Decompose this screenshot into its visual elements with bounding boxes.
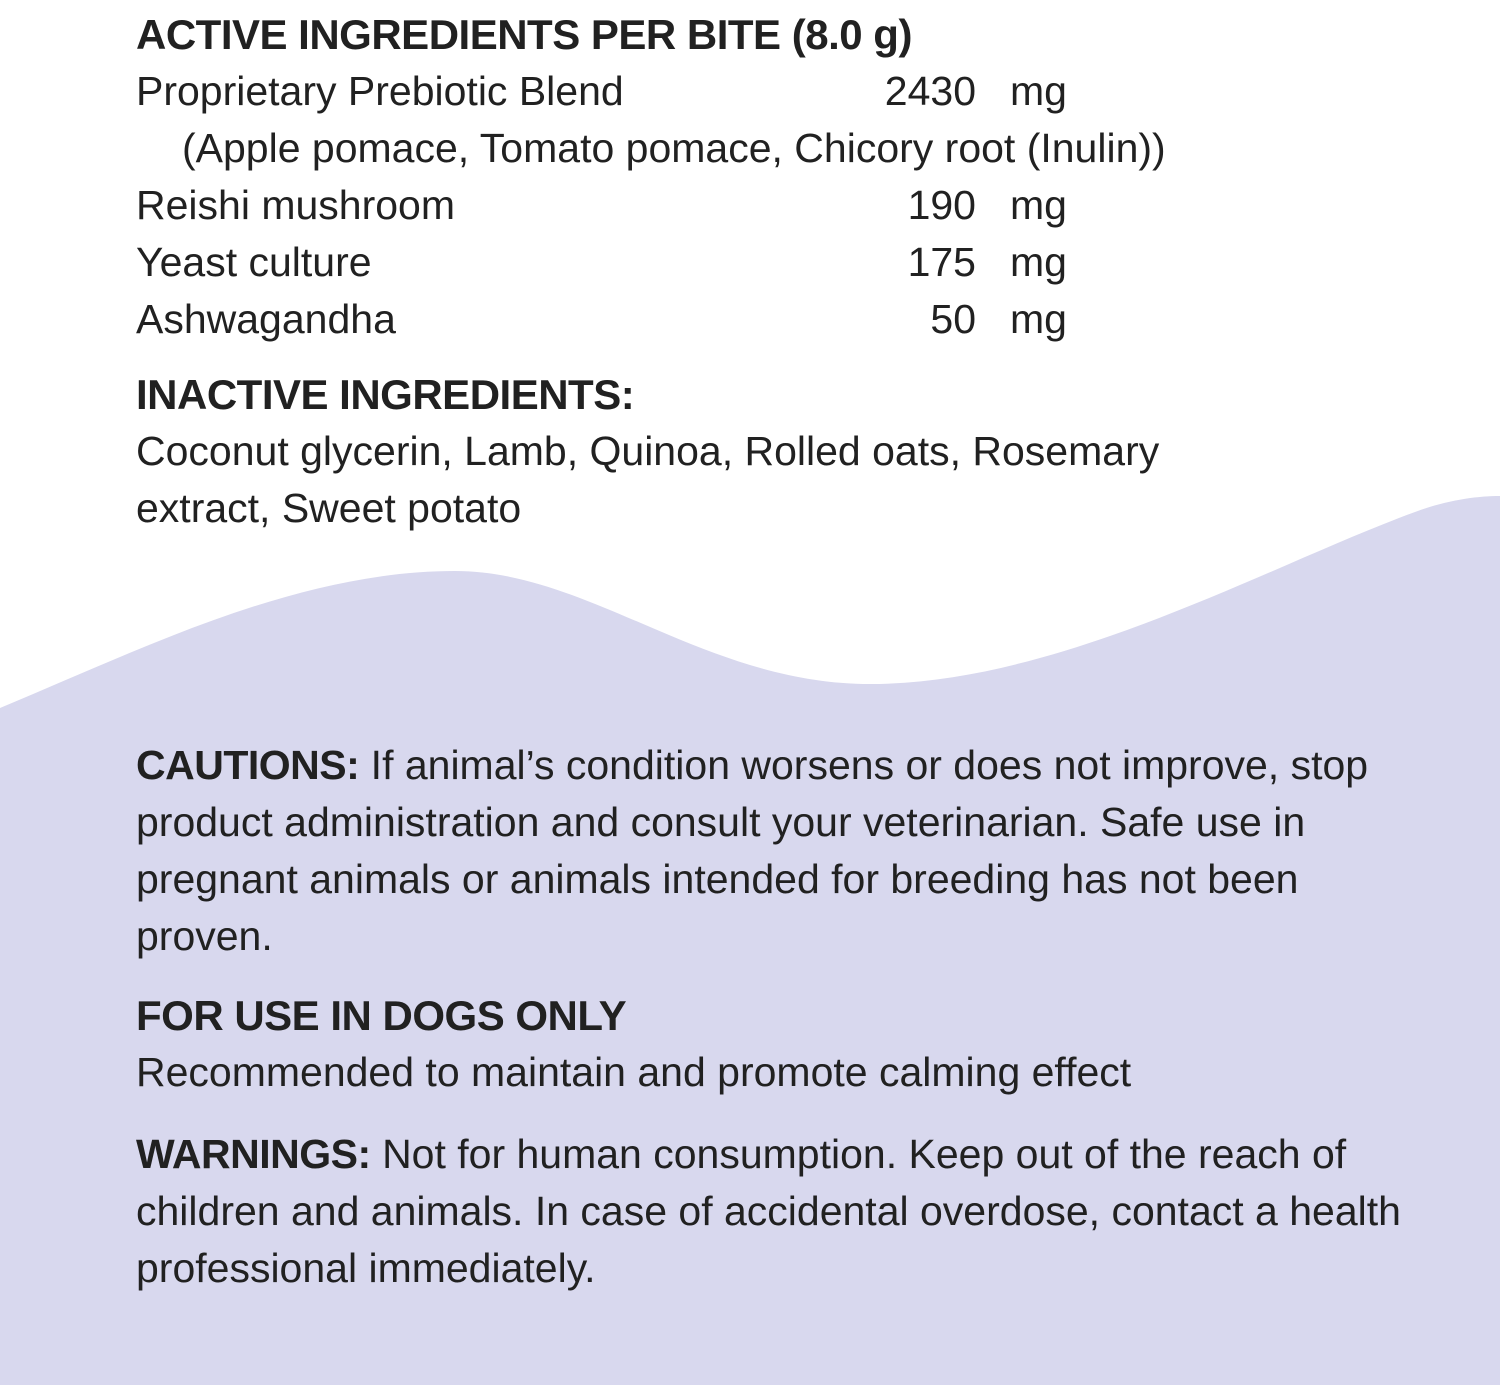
ingredient-note: (Apple pomace, Tomato pomace, Chicory root (Inulin)) <box>182 125 1166 171</box>
ingredient-amount: 190 <box>907 182 976 228</box>
ingredient-amount: 50 <box>930 296 976 342</box>
active-ingredients-heading: ACTIVE INGREDIENTS PER BITE (8.0 g) <box>136 11 912 58</box>
ingredient-amount: 2430 <box>884 68 976 114</box>
ingredient-row <box>136 234 1066 291</box>
ingredient-unit: mg <box>1010 182 1067 228</box>
cautions-panel <box>136 737 1406 1297</box>
ingredient-name: Yeast culture <box>136 239 372 285</box>
ingredient-row <box>136 177 1066 234</box>
ingredient-unit: mg <box>1010 239 1067 285</box>
cautions-label: CAUTIONS: <box>136 742 360 788</box>
warnings-text: Not for human consumption. Keep out of the reach of children and animals. In case of accidental overdose, contact a health professional immediately. <box>136 1131 1401 1291</box>
ingredient-unit: mg <box>1010 296 1067 342</box>
warnings-label: WARNINGS: <box>136 1131 371 1177</box>
inactive-ingredients-text: Coconut glycerin, Lamb, Quinoa, Rolled oats, Rosemary extract, Sweet potato <box>136 428 1160 531</box>
ingredient-amount: 175 <box>907 239 976 285</box>
ingredient-name: Ashwagandha <box>136 296 396 342</box>
ingredient-name: Reishi mushroom <box>136 182 455 228</box>
active-ingredients-table <box>136 63 1426 348</box>
ingredient-row <box>136 63 1066 120</box>
ingredient-unit: mg <box>1010 68 1067 114</box>
warnings-paragraph <box>136 1126 1406 1297</box>
ingredients-panel <box>136 6 1426 537</box>
cautions-text: If animal’s condition worsens or does not improve, stop product administration and consult your veterinarian. Safe use in pregnant animals or animals intended for breeding has not been proven. <box>136 742 1369 959</box>
ingredient-name: Proprietary Prebiotic Blend <box>136 68 624 114</box>
ingredient-row <box>136 291 1066 348</box>
cautions-paragraph <box>136 737 1406 965</box>
usage-text: Recommended to maintain and promote calming effect <box>136 1049 1132 1095</box>
inactive-ingredients-heading: INACTIVE INGREDIENTS: <box>136 371 635 418</box>
usage-heading: FOR USE IN DOGS ONLY <box>136 992 627 1039</box>
